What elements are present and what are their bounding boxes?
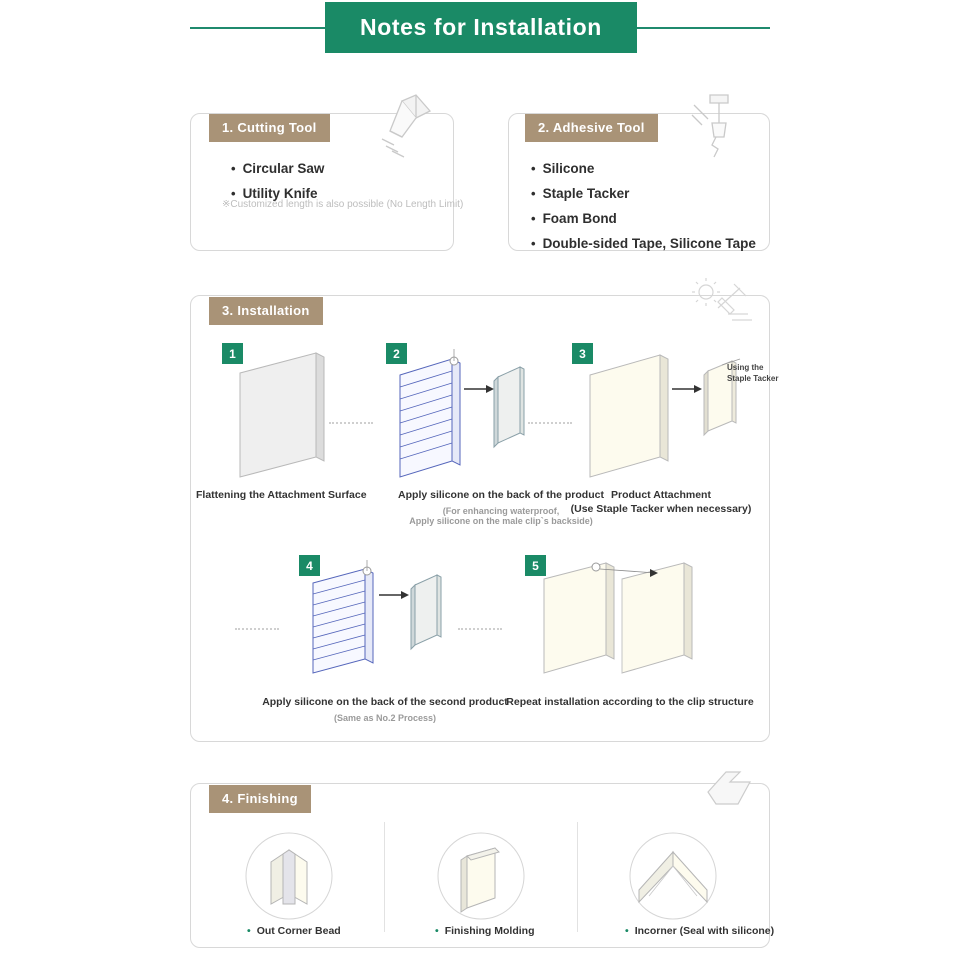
panel-cutting-tool-label-text: 1. Cutting Tool [222,120,317,135]
step-3-caption: Product Attachment [611,489,711,501]
step-5-diagram [530,557,730,682]
step-3-sub-1: (Use Staple Tacker when necessary) [570,503,752,515]
incorner-diagram [629,832,717,920]
step-3-annotation-line-1: Using the [727,363,764,372]
hand-pointer-icon [700,766,758,814]
step-2-diagram [386,345,526,485]
step-5-caption: Repeat installation according to the clip structure [506,696,754,708]
step-3-annotation-line-2: Staple Tacker [727,374,779,383]
adhesive-tool-list [531,161,756,261]
panel-adhesive-tool-label-text: 2. Adhesive Tool [538,120,645,135]
title-rule-left [190,27,325,29]
circular-saw-icon [372,93,442,161]
step-1-diagram [228,345,338,485]
step-3-annotation [727,362,778,384]
panel-adhesive-tool-label [525,114,658,142]
list-item: • Staple Tacker [531,186,756,201]
cutting-tool-note: ※Customized length is also possible (No Length Limit) [222,199,464,210]
caulking-gun-icon [688,93,750,159]
panel-finishing-label-text: 4. Finishing [222,791,298,806]
finishing-caption-3: • Incorner (Seal with silicone) [625,925,774,937]
finishing-caption-2: • Finishing Molding [435,925,535,937]
list-item: • Utility Knife [231,186,324,201]
step-2-sub-1: (For enhancing waterproof, [442,506,560,516]
step-badge-4: 4 [299,555,320,576]
step-3-diagram [572,345,752,485]
title-rule-right [637,27,770,29]
step-badge-3: 3 [572,343,593,364]
step-1-caption: Flattening the Attachment Surface [196,489,367,501]
step-2-caption: Apply silicone on the back of the product [398,489,604,501]
finishing-divider-2 [577,822,578,932]
dots-4-5 [458,628,502,630]
step-4-sub-1: (Same as No.2 Process) [333,713,437,723]
step-badge-2: 2 [386,343,407,364]
dots-1-2 [329,422,373,424]
page-title-text: Notes for Installation [360,14,602,40]
step-4-diagram [299,557,449,682]
step-badge-1: 1 [222,343,243,364]
panel-installation-label [209,297,323,325]
list-item: • Circular Saw [231,161,324,176]
panel-cutting-tool-label [209,114,330,142]
out-corner-bead-diagram [245,832,333,920]
page-title [325,2,637,53]
finishing-divider-1 [384,822,385,932]
step-4-caption: Apply silicone on the back of the second product [262,696,508,708]
step-2-sub-2: Apply silicone on the male clip`s backside) [409,516,593,526]
dots-2-3 [528,422,572,424]
panel-finishing-label [209,785,311,813]
finishing-caption-1: • Out Corner Bead [247,925,341,937]
gear-tools-icon [688,278,754,326]
step-badge-5: 5 [525,555,546,576]
finishing-molding-diagram [437,832,525,920]
panel-installation-label-text: 3. Installation [222,303,310,318]
dots-left-4 [235,628,279,630]
list-item: • Foam Bond [531,211,756,226]
list-item: • Silicone [531,161,756,176]
list-item: • Double-sided Tape, Silicone Tape [531,236,756,251]
